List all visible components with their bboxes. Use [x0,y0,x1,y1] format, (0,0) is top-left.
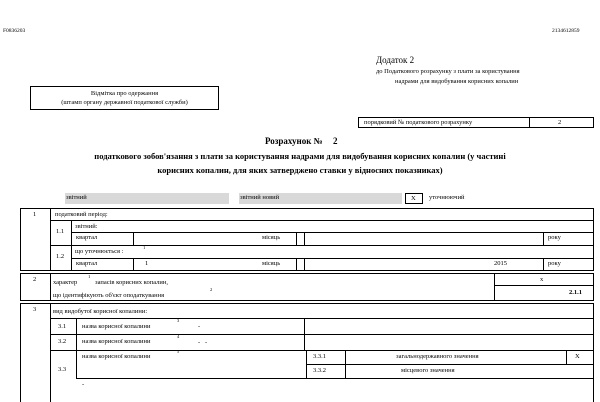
row-3-3-2-num: 3.3.2 [313,367,326,374]
row-3-3-1-label: загальнодержавного значення [396,353,479,360]
section-2-label-1b: запасів корисних копалин, [95,279,168,286]
row-3-2-num: 3.2 [58,338,67,345]
report-type-reporting-new-label: звітний новий [240,194,280,201]
row-1-1-month-label: місяць [262,234,281,241]
serial-number-value: 2 [558,118,562,126]
section-2-footnote-2: 2 [210,287,213,292]
stamp-box [30,86,219,110]
row-3-2-dash[interactable]: - - [198,339,208,346]
report-type-reporting[interactable] [65,193,229,204]
appendix-title: Додаток 2 [376,55,415,65]
row-3-3-dash[interactable]: - [82,381,85,388]
row-1-1-quarter-label: квартал [76,234,98,241]
appendix-subtitle-2: надрами для видобування корисних копалин [395,78,519,85]
section-1-label: податковий період: [55,211,108,218]
stamp-line-2: (штамп органу державної податкової служби) [61,99,188,106]
row-1-2-quarter-value[interactable]: 1 [145,260,149,267]
row-1-2-num: 1.2 [56,253,65,260]
report-type-clarifying-label: уточнюючий [429,194,465,201]
row-3-3-1-mark[interactable]: X [575,353,580,360]
calculation-title-label: Розрахунок № [265,136,323,146]
row-3-2-footnote: 4 [177,334,180,339]
report-type-clarifying-mark: X [411,194,416,202]
form-code-right: 2134612859 [552,28,580,34]
row-1-1-label: звітний: [75,223,98,230]
section-2-code: 2.1.1 [569,289,582,296]
row-3-3-footnote: 5 [177,349,180,354]
calculation-number: 2 [332,136,338,146]
title-line-2: податкового зобов'язання з плати за користування надрами для видобування корисних копалин (у частині [94,151,506,161]
section-2-label-1: характер [53,279,78,286]
row-1-1-num: 1.1 [56,228,65,235]
row-3-3-1-num: 3.3.1 [313,353,326,360]
report-type-clarifying-checkbox[interactable] [405,193,423,204]
row-1-2-year-label: року [548,260,561,267]
row-3-3-num: 3.3 [58,366,67,373]
section-3-num: 3 [33,306,37,313]
section-2-footnote-1: 1 [88,274,91,279]
appendix-subtitle-1: до Податкового розрахунку з плати за користування [376,68,520,75]
row-3-1-footnote: 3 [177,318,180,323]
section-1-num: 1 [33,211,37,218]
row-3-1-label: назва корисної копалини [82,323,151,330]
section-2-num: 2 [33,276,37,283]
row-1-2-year-value[interactable]: 2015 [494,260,507,267]
calculation-title [265,136,337,146]
row-3-3-2-label: місцевого значення [401,367,455,374]
row-1-2-month-label: місяць [262,260,281,267]
row-1-2-quarter-label: квартал [76,260,98,267]
stamp-line-1: Відмітка про одержання [90,90,159,97]
form-code-left: F0836203 [3,28,26,34]
row-1-2-footnote: 1 [143,245,146,250]
row-3-1-dash[interactable]: - [198,323,201,330]
row-1-1-year-label: року [548,234,561,241]
section-3-label: вид видобутої корисної копалини: [53,308,148,315]
serial-number-label: порядковий № податкового розрахунку [364,118,473,126]
row-3-1-num: 3.1 [58,323,67,330]
row-1-2-label: що уточнюється : [75,248,124,255]
title-line-3: корисних копалин, для яких затверджено ставки у відносних показниках) [157,165,443,175]
section-2-mark[interactable]: x [540,276,544,283]
section-2-label-2: що ідентифікують об'єкт оподаткування [53,292,165,299]
row-3-3-label: назва корисної копалини [82,353,151,360]
row-3-2-label: назва корисної копалини [82,338,151,345]
report-type-reporting-label: звітний [66,194,87,201]
